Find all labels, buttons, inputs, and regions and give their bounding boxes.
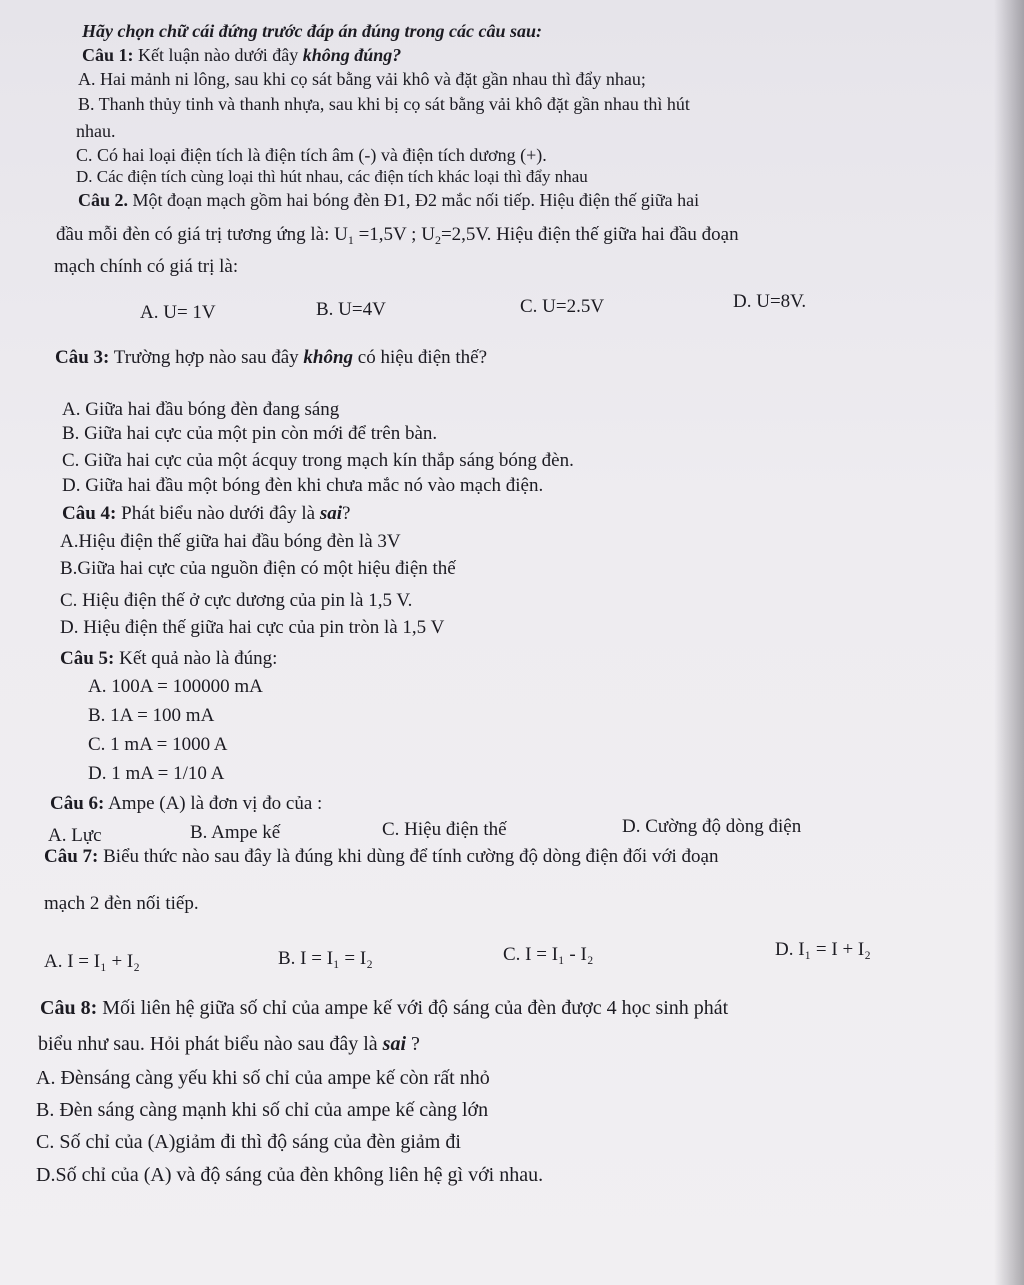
q8-option-d: D.Số chỉ của (A) và độ sáng của đèn không liên hệ gì với nhau. xyxy=(36,1164,544,1186)
q1-label: Câu 1: xyxy=(82,45,134,65)
q8-option-b: B. Đèn sáng càng mạnh khi số chỉ của ampe kế càng lớn xyxy=(36,1099,489,1121)
q3-text-end: có hiệu điện thế? xyxy=(353,347,488,368)
q7-option-d: D. I₁ = I + I₂ xyxy=(775,939,871,960)
q3-option-c: C. Giữa hai cực của một ácquy trong mạch kín thắp sáng bóng đèn. xyxy=(62,450,574,471)
q2-option-a: A. U= 1V xyxy=(140,302,216,323)
q7-option-c: C. I = I₁ - I₂ xyxy=(503,944,594,965)
q3-label: Câu 3: xyxy=(55,347,110,368)
q1-option-b: B. Thanh thủy tinh và thanh nhựa, sau khi bị cọ sát bằng vải khô đặt gần nhau thì hút xyxy=(78,94,690,114)
q2-stem xyxy=(78,189,699,211)
q5-option-c: C. 1 mA = 1000 A xyxy=(88,734,228,755)
q1-option-b-cont: nhau. xyxy=(76,121,116,141)
q4-label: Câu 4: xyxy=(62,503,117,524)
q8-emph: sai xyxy=(382,1033,406,1055)
q6-option-d: D. Cường độ dòng điện xyxy=(622,816,802,837)
q3-stem xyxy=(55,347,487,369)
q7-label: Câu 7: xyxy=(44,846,99,867)
q8-text1: Mối liên hệ giữa số chỉ của ampe kế với độ sáng của đèn được 4 học sinh phát xyxy=(97,997,729,1019)
q6-option-c: C. Hiệu điện thế xyxy=(382,819,507,840)
q6-label: Câu 6: xyxy=(50,793,105,814)
q1-option-d: D. Các điện tích cùng loại thì hút nhau, các điện tích khác loại thì đẩy nhau xyxy=(76,167,588,186)
q4-option-d: D. Hiệu điện thế giữa hai cực của pin tròn là 1,5 V xyxy=(60,617,445,638)
q2-stem-line3: mạch chính có giá trị là: xyxy=(54,256,239,277)
q5-option-b: B. 1A = 100 mA xyxy=(88,705,215,726)
q1-emph: không đúng? xyxy=(302,45,402,65)
q4-text-end: ? xyxy=(342,503,351,524)
q2-stem-line2 xyxy=(56,224,739,251)
q4-text: Phát biểu nào dưới đây là xyxy=(116,503,320,524)
q3-option-b: B. Giữa hai cực của một pin còn mới để trên bàn. xyxy=(62,423,438,444)
q1-text: Kết luận nào dưới đây xyxy=(133,45,303,65)
q7-stem xyxy=(44,846,718,868)
q8-option-a: A. Đènsáng càng yếu khi số chỉ của ampe kế còn rất nhỏ xyxy=(36,1067,490,1089)
q3-emph: không xyxy=(303,347,354,368)
q4-option-c: C. Hiệu điện thế ở cực dương của pin là 1,5 V. xyxy=(60,590,413,611)
q6-option-a: A. Lực xyxy=(48,825,102,846)
q7-text1: Biểu thức nào sau đây là đúng khi dùng để tính cường độ dòng điện đối với đoạn xyxy=(98,846,719,867)
q5-label: Câu 5: xyxy=(60,648,115,669)
q4-option-b: B.Giữa hai cực của nguồn điện có một hiệu điện thế xyxy=(60,558,456,579)
q8-text2b: ? xyxy=(406,1033,420,1055)
q7-option-b: B. I = I₁ = I₂ xyxy=(278,948,373,969)
instruction: Hãy chọn chữ cái đứng trước đáp án đúng trong các câu sau: xyxy=(82,21,543,41)
q3-text: Trường hợp nào sau đây xyxy=(109,347,304,368)
q5-option-d: D. 1 mA = 1/10 A xyxy=(88,763,225,784)
q6-text: Ampe (A) là đơn vị đo của : xyxy=(104,793,323,814)
q5-option-a: A. 100A = 100000 mA xyxy=(88,676,263,697)
q7-stem-line2: mạch 2 đèn nối tiếp. xyxy=(44,893,199,914)
q5-stem xyxy=(60,648,277,670)
q8-option-c: C. Số chỉ của (A)giảm đi thì độ sáng của đèn giảm đi xyxy=(36,1131,461,1153)
q2-text2a: đầu mỗi đèn có giá trị tương ứng là: U xyxy=(56,224,348,245)
q2-option-d: D. U=8V. xyxy=(733,291,807,312)
q2-option-c: C. U=2.5V xyxy=(520,296,605,317)
q4-emph: sai xyxy=(319,503,343,524)
page-shadow-edge xyxy=(994,0,1024,1285)
q2-text2b: =1,5V ; U xyxy=(353,224,435,245)
q2-option-b: B. U=4V xyxy=(316,299,386,320)
q8-text2a: biểu như sau. Hỏi phát biểu nào sau đây là xyxy=(38,1033,383,1055)
q2-sub1: 1 xyxy=(347,233,354,247)
q3-option-d: D. Giữa hai đầu một bóng đèn khi chưa mắc nó vào mạch điện. xyxy=(62,475,544,496)
q7-option-a: A. I = I₁ + I₂ xyxy=(44,951,140,972)
q2-label: Câu 2. xyxy=(78,190,129,210)
q2-text1: Một đoạn mạch gồm hai bóng đèn Đ1, Đ2 mắc nối tiếp. Hiệu điện thế giữa hai xyxy=(128,190,700,210)
q6-stem xyxy=(50,793,322,815)
q2-text2c: =2,5V. Hiệu điện thế giữa hai đầu đoạn xyxy=(440,224,739,245)
q8-label: Câu 8: xyxy=(40,997,98,1019)
q4-stem xyxy=(62,503,350,525)
q3-option-a: A. Giữa hai đầu bóng đèn đang sáng xyxy=(62,399,340,420)
q5-text: Kết quả nào là đúng: xyxy=(114,648,278,669)
q6-option-b: B. Ampe kế xyxy=(190,822,281,843)
q1-stem xyxy=(82,44,401,66)
q1-option-a: A. Hai mảnh ni lông, sau khi cọ sát bằng vải khô và đặt gần nhau thì đẩy nhau; xyxy=(78,69,646,89)
q8-stem-line2 xyxy=(38,1033,420,1055)
q2-sub2: 2 xyxy=(434,233,441,247)
q4-option-a: A.Hiệu điện thế giữa hai đầu bóng đèn là 3V xyxy=(60,531,401,552)
q1-option-c: C. Có hai loại điện tích là điện tích âm (-) và điện tích dương (+). xyxy=(76,145,547,165)
q8-stem xyxy=(40,997,728,1019)
